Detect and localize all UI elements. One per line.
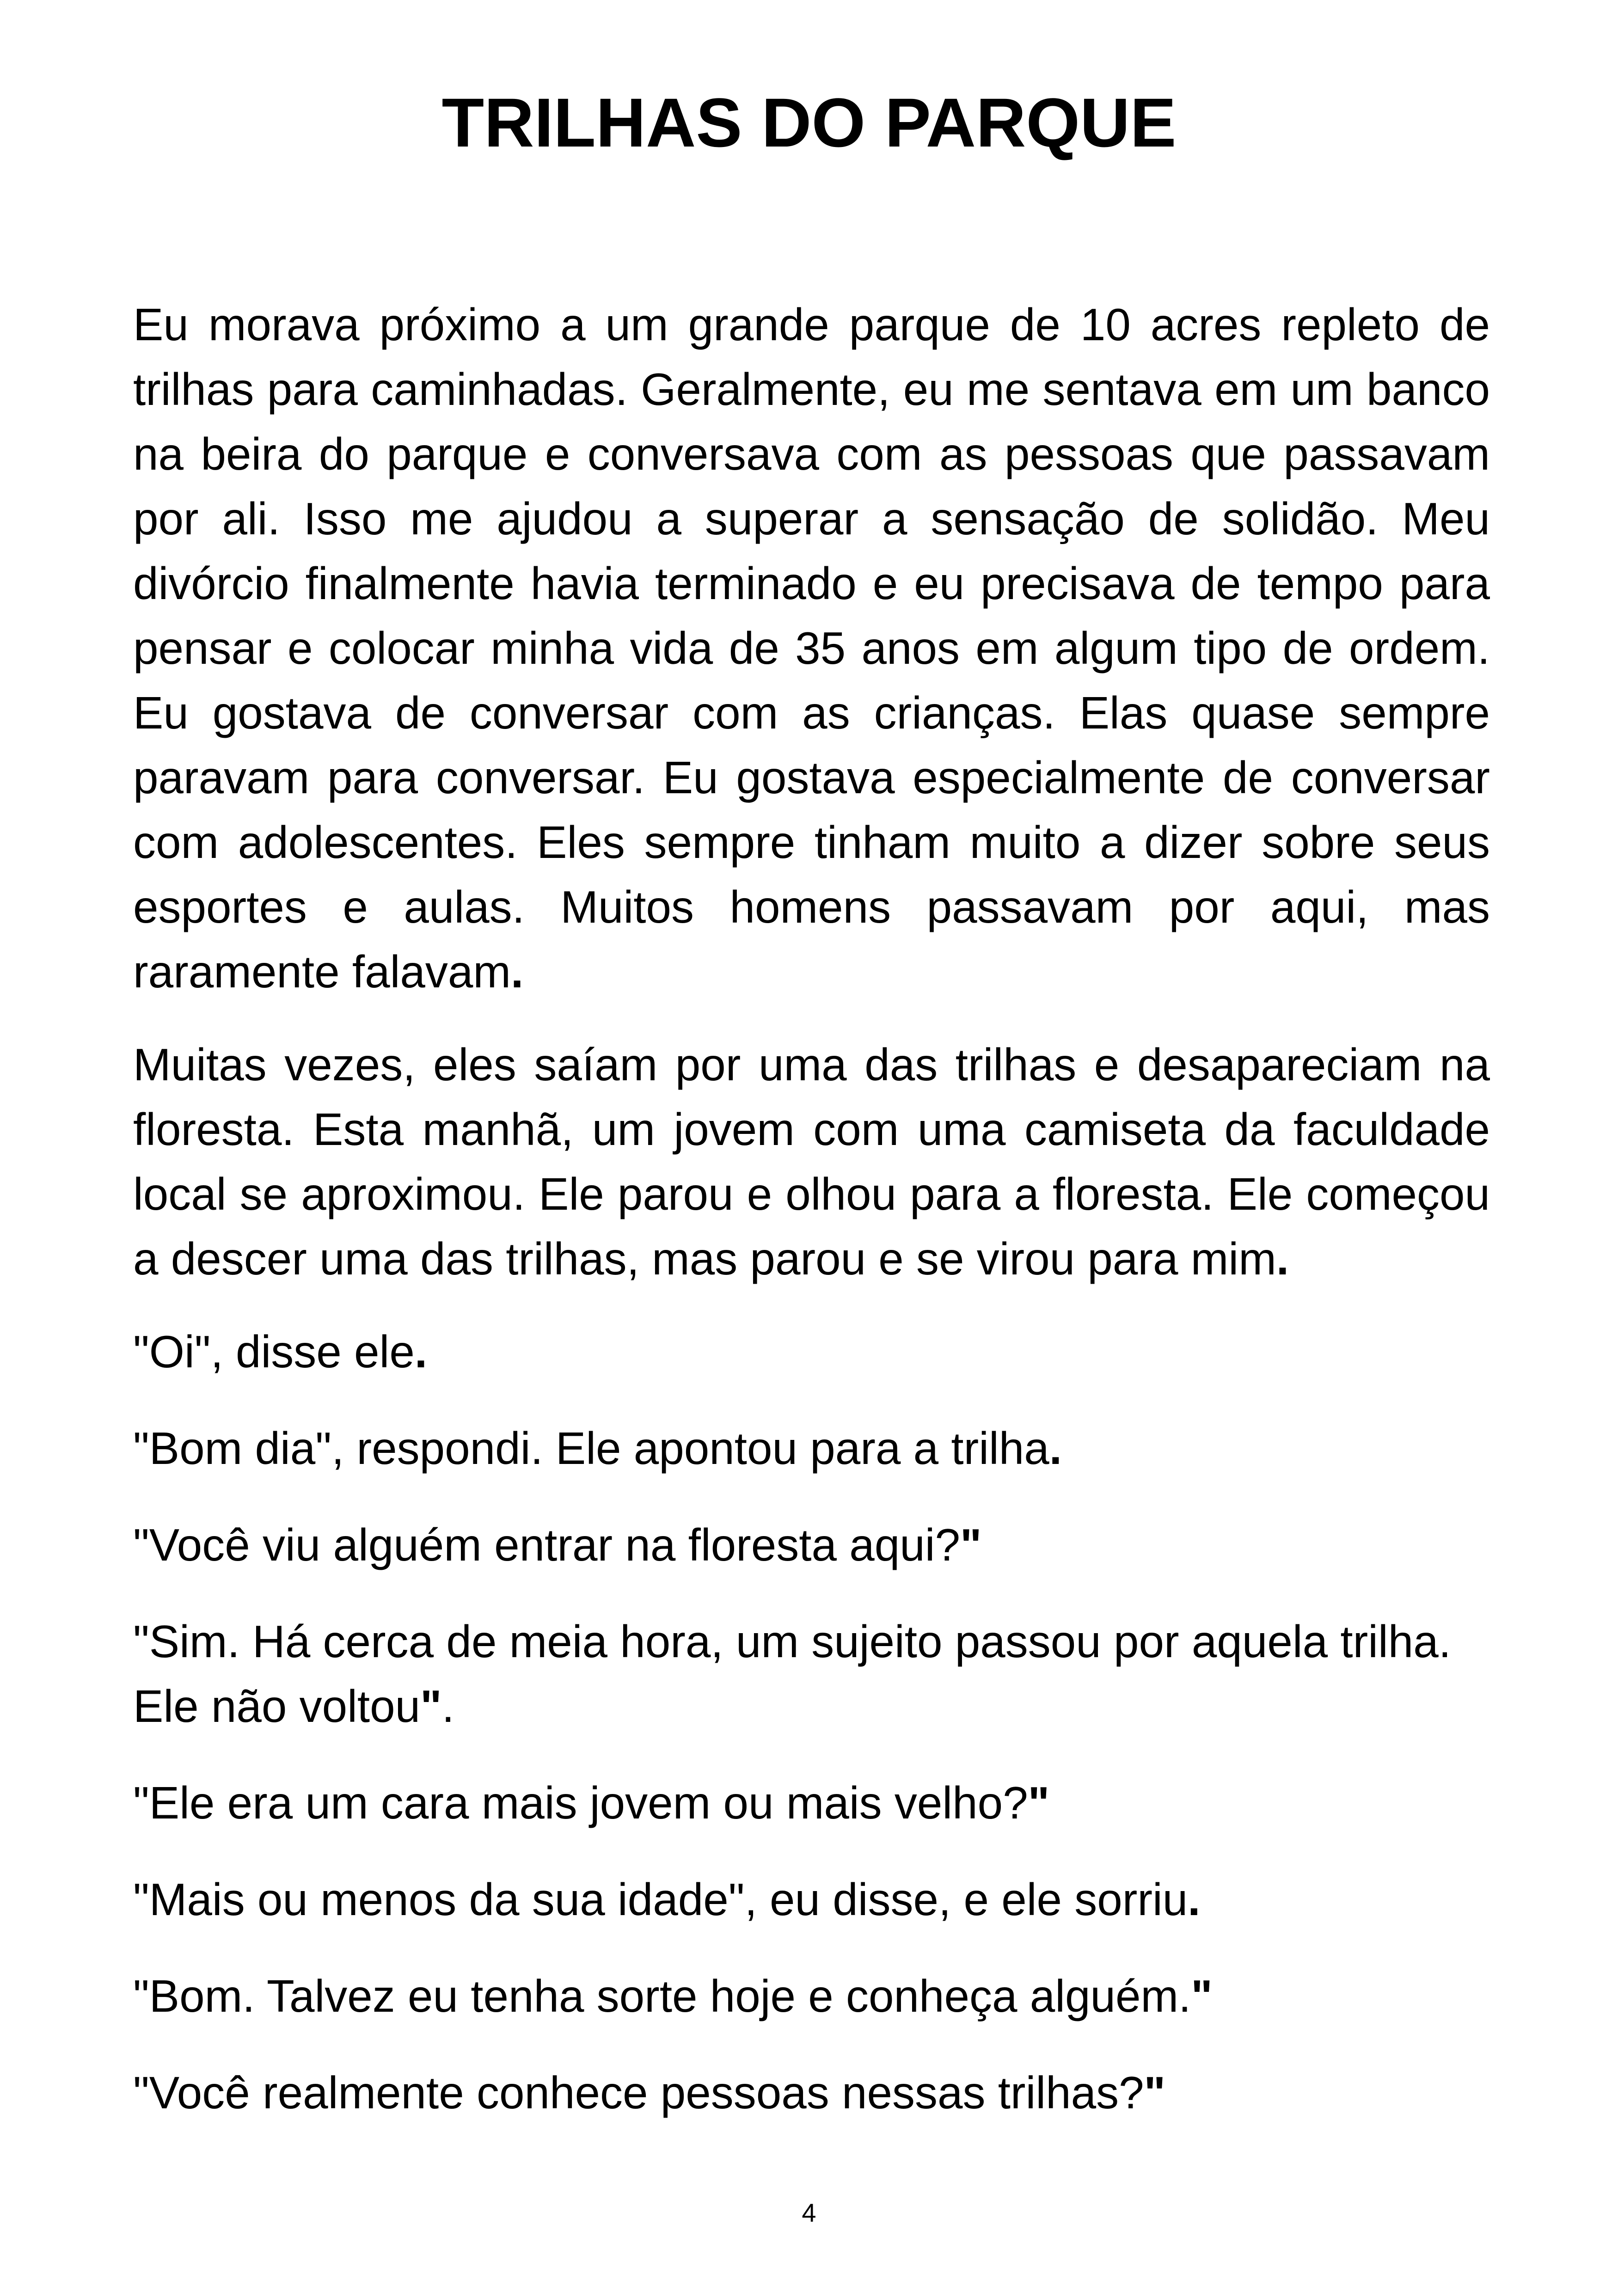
paragraph-end-punct: . <box>511 946 524 997</box>
dialogue-line-7 <box>133 1964 1490 2028</box>
paragraph-2 <box>133 1032 1490 1291</box>
paragraph-text: Muitas vezes, eles saíam por uma das trilhas e desapareciam na floresta. Esta manhã, um jovem com uma camiseta da faculdade local se aproximou. Ele parou e olhou para a floresta. Ele começou a descer uma das trilhas, mas parou e se virou para mim <box>133 1039 1490 1284</box>
dialogue-end-punct: . <box>1049 1423 1062 1474</box>
dialogue-end-punct: " <box>1191 1971 1213 2021</box>
dialogue-text: "Ele era um cara mais jovem ou mais velho? <box>133 1777 1028 1828</box>
dialogue-text: "Você viu alguém entrar na floresta aqui? <box>133 1519 960 1570</box>
dialogue-text: "Bom dia", respondi. Ele apontou para a trilha <box>133 1423 1049 1474</box>
dialogue-end-punct: " <box>1144 2067 1166 2118</box>
dialogue-text: "Você realmente conhece pessoas nessas trilhas? <box>133 2067 1144 2118</box>
dialogue-text: "Oi", disse ele <box>133 1326 415 1377</box>
dialogue-line-8 <box>133 2060 1490 2125</box>
dialogue-line-5 <box>133 1770 1490 1835</box>
page-title: TRILHAS DO PARQUE <box>441 84 1177 161</box>
dialogue-line-2 <box>133 1416 1490 1481</box>
dialogue-line-3 <box>133 1512 1490 1577</box>
dialogue-end-punct: " <box>960 1519 982 1570</box>
dialogue-text: "Sim. Há cerca de meia hora, um sujeito passou por aquela trilha. Ele não voltou <box>133 1616 1451 1732</box>
dialogue-line-1 <box>133 1319 1490 1384</box>
dialogue-line-4 <box>133 1609 1490 1739</box>
dialogue-text: "Mais ou menos da sua idade", eu disse, e ele sorriu <box>133 1874 1188 1925</box>
dialogue-line-6 <box>133 1867 1490 1932</box>
dialogue-end-punct: . <box>414 1326 428 1377</box>
page-number: 4 <box>802 2198 816 2227</box>
body-text <box>133 292 1490 2157</box>
paragraph-end-punct: . <box>1276 1233 1289 1284</box>
dialogue-tail-punct: . <box>441 1681 454 1732</box>
dialogue-text: "Bom. Talvez eu tenha sorte hoje e conheça alguém. <box>133 1971 1191 2021</box>
dialogue-end-punct: " <box>420 1681 442 1732</box>
dialogue-end-punct: " <box>1028 1777 1050 1828</box>
paragraph-1 <box>133 292 1490 1004</box>
dialogue-end-punct: . <box>1188 1874 1201 1925</box>
paragraph-text: Eu morava próximo a um grande parque de 10 acres repleto de trilhas para caminhadas. Geralmente, eu me sentava em um banco na beira do parque e conversava com as pessoas que passavam por ali. Isso me ajudou a superar a sensação de solidão. Meu divórcio finalmente havia terminado e eu precisava de tempo para pensar e colocar minha vida de 35 anos em algum tipo de ordem. Eu gostava de conversar com as crianças. Elas quase sempre paravam para conversar. Eu gostava especialmente de conversar com adolescentes. Eles sempre tinham muito a dizer sobre seus esportes e aulas. Muitos homens passavam por aqui, mas raramente falavam <box>133 299 1490 997</box>
